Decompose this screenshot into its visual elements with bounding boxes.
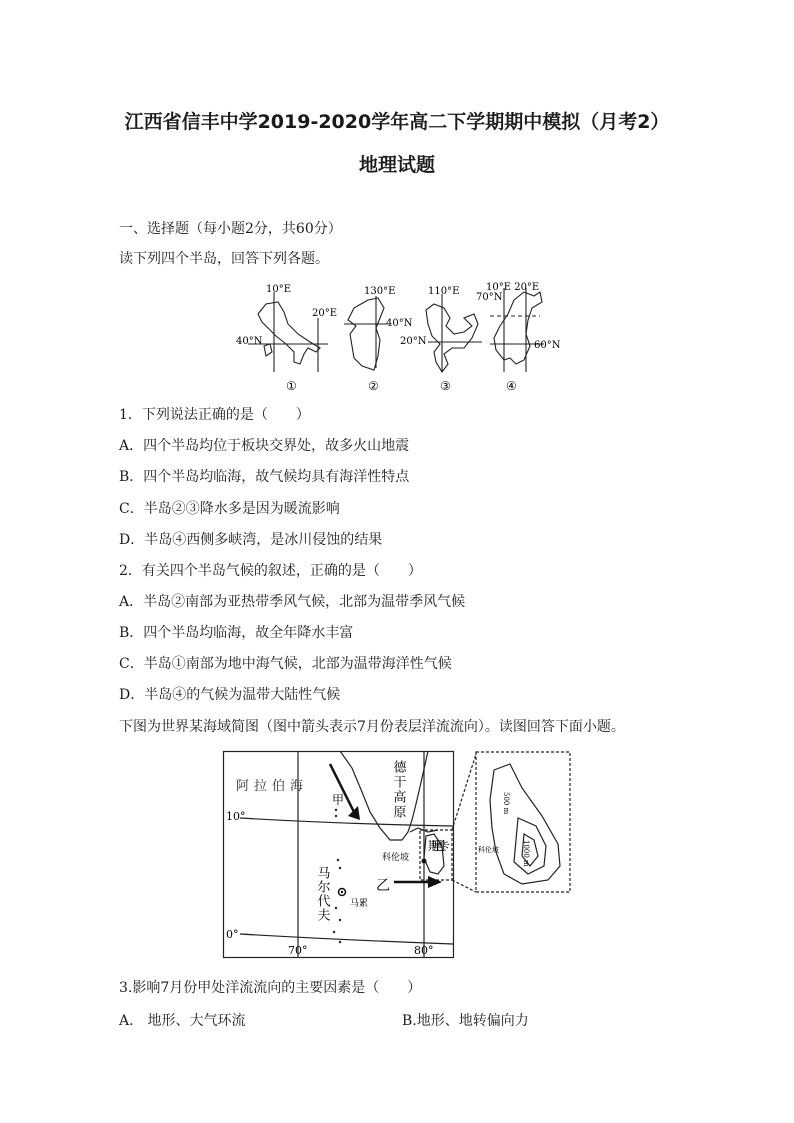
document-subtitle: 地理试题 [358,154,435,176]
current-arrow-yi [394,876,442,888]
peninsula-figure [228,278,568,396]
jia-label: 甲 [332,793,345,807]
q3-option-a: A. 地形、大气环流 [119,1013,246,1029]
intro-text-1: 读下列四个半岛，回答下列各题。 [119,251,329,267]
colombo-label: 科伦坡 [382,853,410,863]
p3-number: ③ [440,379,451,393]
lon80-label: 80° [414,944,434,957]
q2-option-d: D．半岛④的气候为温带大陆性气候 [119,687,341,703]
p3-lat-label: 20°N [400,336,427,347]
peninsula-2-map [344,296,388,370]
peninsula-3-map [426,294,482,372]
p3-lon-label: 110°E [428,286,460,297]
p2-number: ② [368,379,379,393]
current-arrow-jia [330,764,360,820]
q2-stem: 2．有关四个半岛气候的叙述，正确的是（ ） [119,563,422,579]
lat10-label: 10° [226,810,246,823]
inset-1000-label: 1000 m [522,840,530,867]
q1-stem: 1．下列说法正确的是（ ） [119,407,310,423]
p2-lon-label-visible: 130°E [364,286,396,297]
q1-option-d: D．半岛④西侧多峡湾，是冰川侵蚀的结果 [119,532,383,548]
sea-area-map [222,748,574,960]
q3-stem: 3.影响7月份甲处洋流流向的主要因素是（ ） [119,980,422,996]
lon70-label: 70° [288,944,308,957]
q1-option-c: C．半岛②③降水多是因为暖流影响 [119,501,340,517]
p4-lat1-label: 70°N [476,292,503,303]
sea-label: 阿拉伯海 [236,779,309,794]
q1-option-b: B．四个半岛均临海，故气候均具有海洋性特点 [119,469,410,485]
q2-option-b: B．四个半岛均临海，故全年降水丰富 [119,625,354,641]
p4-lon-label: 10°E 20°E [486,282,540,293]
p1-number: ① [286,379,297,393]
maldives-atolls [333,809,341,943]
q1-option-a: A．四个半岛均位于板块交界处，故多火山地震 [119,438,410,454]
p1-lon2-label: 20°E [312,308,338,319]
colombo-point [422,859,427,864]
lat0-label: 0° [226,928,239,941]
p2-lat-label: 40°N [386,318,413,329]
p1-lat-label: 40°N [236,336,263,347]
p1-lon-label: 10°E [266,284,292,295]
male-label: 马累 [350,899,369,909]
srilanka-label: 斯里兰卡 [428,839,450,853]
peninsula-1-map [248,292,328,372]
intro-text-2: 下图为世界某海域简图（图中箭头表示7月份表层洋流流向）。读图回答下面小题。 [119,719,625,735]
document-title: 江西省信丰中学2019-2020学年高二下学期期中模拟（月考2） [124,111,670,133]
p4-lat2-label: 60°N [534,340,561,351]
q3-option-b: B.地形、地转偏向力 [402,1013,529,1029]
q2-option-a: A．半岛②南部为亚热带季风气候，北部为温带季风气候 [119,594,466,610]
section-heading: 一、选择题（每小题2分，共60分） [119,221,342,237]
q2-option-c: C．半岛①南部为地中海气候，北部为温带海洋性气候 [119,656,452,672]
deccan-label: 德干高原 [390,760,406,820]
inset-500-label: 500 m [502,792,510,815]
p4-number: ④ [506,379,517,393]
yi-label: 乙 [376,878,390,894]
maldives-label: 马尔代夫 [314,866,330,922]
inset-colombo-label: 科伦坡 [478,846,499,854]
